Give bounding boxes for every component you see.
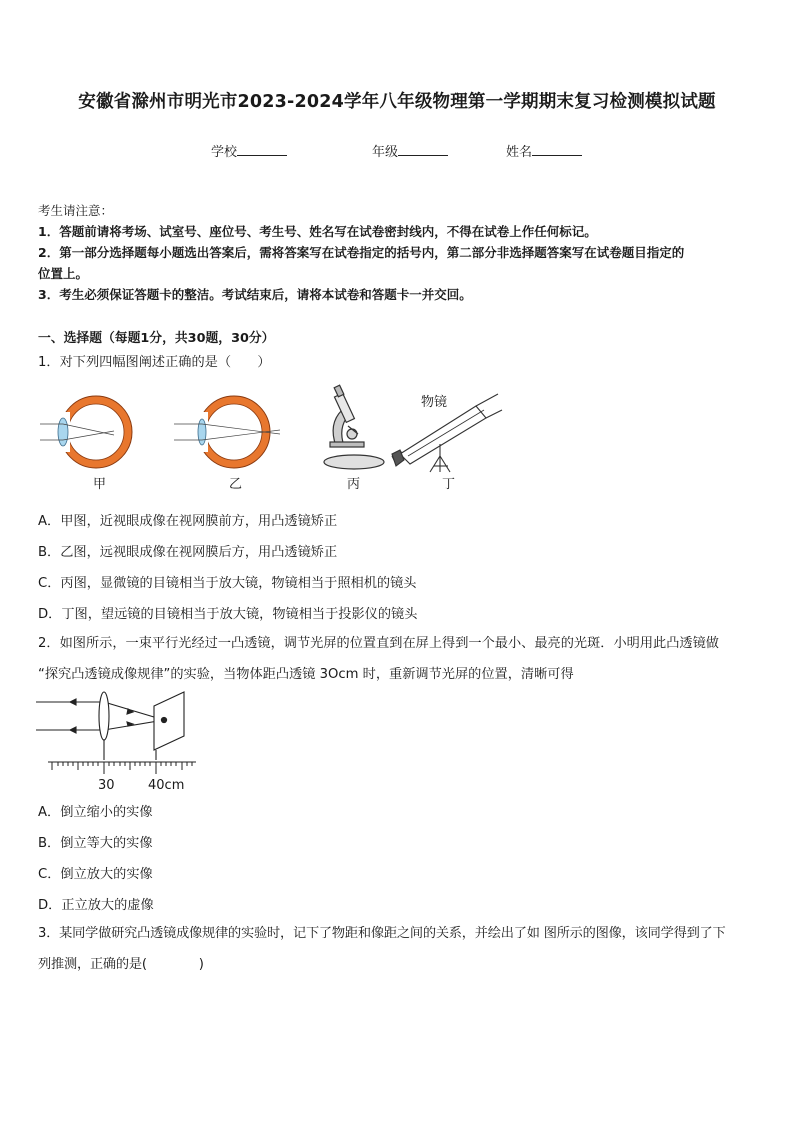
notice-item: 1．答题前请将考场、试室号、座位号、考生号、姓名写在试卷密封线内，不得在试卷上作任何标记。 xyxy=(38,224,597,239)
fig-label-ding: 丁 xyxy=(442,477,456,492)
q2-option-a[interactable]: A．倒立缩小的实像 xyxy=(38,805,153,820)
notice-block xyxy=(38,200,758,305)
school-label: 学校 xyxy=(211,145,238,160)
ruler xyxy=(48,762,196,774)
name-blank[interactable] xyxy=(532,143,582,156)
notice-item: 位置上。 xyxy=(38,266,89,281)
grade-field[interactable] xyxy=(372,141,448,160)
q1-option-b[interactable]: B．乙图，远视眼成像在视网膜后方，用凸透镜矫正 xyxy=(38,545,338,560)
notice-item: 3．考生必须保证答题卡的整洁。考试结束后，请将本试卷和答题卡一并交回。 xyxy=(38,287,472,302)
notice-heading: 考生请注意： xyxy=(38,203,114,218)
q3-stem-line: 列推测，正确的是( ) xyxy=(38,957,204,972)
telescope-objective-label: 物镜 xyxy=(421,395,448,410)
q2-option-d[interactable]: D．正立放大的虚像 xyxy=(38,898,154,913)
grade-label: 年级 xyxy=(372,145,399,160)
fig-label-jia: 甲 xyxy=(93,477,107,492)
q2-lens-figure xyxy=(36,690,201,794)
eye-diagram-jia xyxy=(40,396,132,468)
q1-stem: 1．对下列四幅图阐述正确的是（ ） xyxy=(38,355,271,370)
eye-diagram-yi xyxy=(174,396,280,468)
q1-option-d[interactable]: D．丁图，望远镜的目镜相当于放大镜，物镜相当于投影仪的镜头 xyxy=(38,607,418,622)
q2-stem xyxy=(38,628,763,690)
fig-label-yi: 乙 xyxy=(229,477,243,492)
school-field[interactable] xyxy=(211,141,287,160)
q3-stem-line: 3．某同学做研究凸透镜成像规律的实验时，记下了物距和像距之间的关系，并绘出了如 图所示的图像，该同学得到了下 xyxy=(38,926,726,941)
ruler-label-40cm: 40cm xyxy=(148,778,185,793)
ruler-label-30: 30 xyxy=(98,778,115,793)
q2-stem-line: “探究凸透镜成像规律”的实验，当物体距凸透镜 3Ocm 时，重新调节光屏的位置，清晰可得 xyxy=(38,667,574,682)
section-title: 一、选择题（每题1分，共30题，30分） xyxy=(38,331,275,346)
microscope-icon xyxy=(324,385,384,469)
grade-blank[interactable] xyxy=(398,143,448,156)
school-blank[interactable] xyxy=(237,143,287,156)
q3-stem xyxy=(38,918,763,980)
q1-figure xyxy=(36,384,506,496)
exam-title: 安徽省滁州市明光市2023-2024学年八年级物理第一学期期末复习检测模拟试题 xyxy=(78,92,716,112)
q2-option-b[interactable]: B．倒立等大的实像 xyxy=(38,836,153,851)
q2-option-c[interactable]: C．倒立放大的实像 xyxy=(38,867,153,882)
name-label: 姓名 xyxy=(506,145,533,160)
name-field[interactable] xyxy=(506,141,582,160)
notice-item: 2．第一部分选择题每小题选出答案后，需将答案写在试卷指定的括号内，第二部分非选择题答案写在试卷题目指定的 xyxy=(38,245,685,260)
q1-option-a[interactable]: A．甲图，近视眼成像在视网膜前方，用凸透镜矫正 xyxy=(38,514,338,529)
q2-stem-line: 2．如图所示，一束平行光经过一凸透镜，调节光屏的位置直到在屏上得到一个最小、最亮的光斑．小明用此凸透镜做 xyxy=(38,636,719,651)
q1-option-c[interactable]: C．丙图，显微镜的目镜相当于放大镜，物镜相当于照相机的镜头 xyxy=(38,576,417,591)
fig-label-bing: 丙 xyxy=(347,477,361,492)
